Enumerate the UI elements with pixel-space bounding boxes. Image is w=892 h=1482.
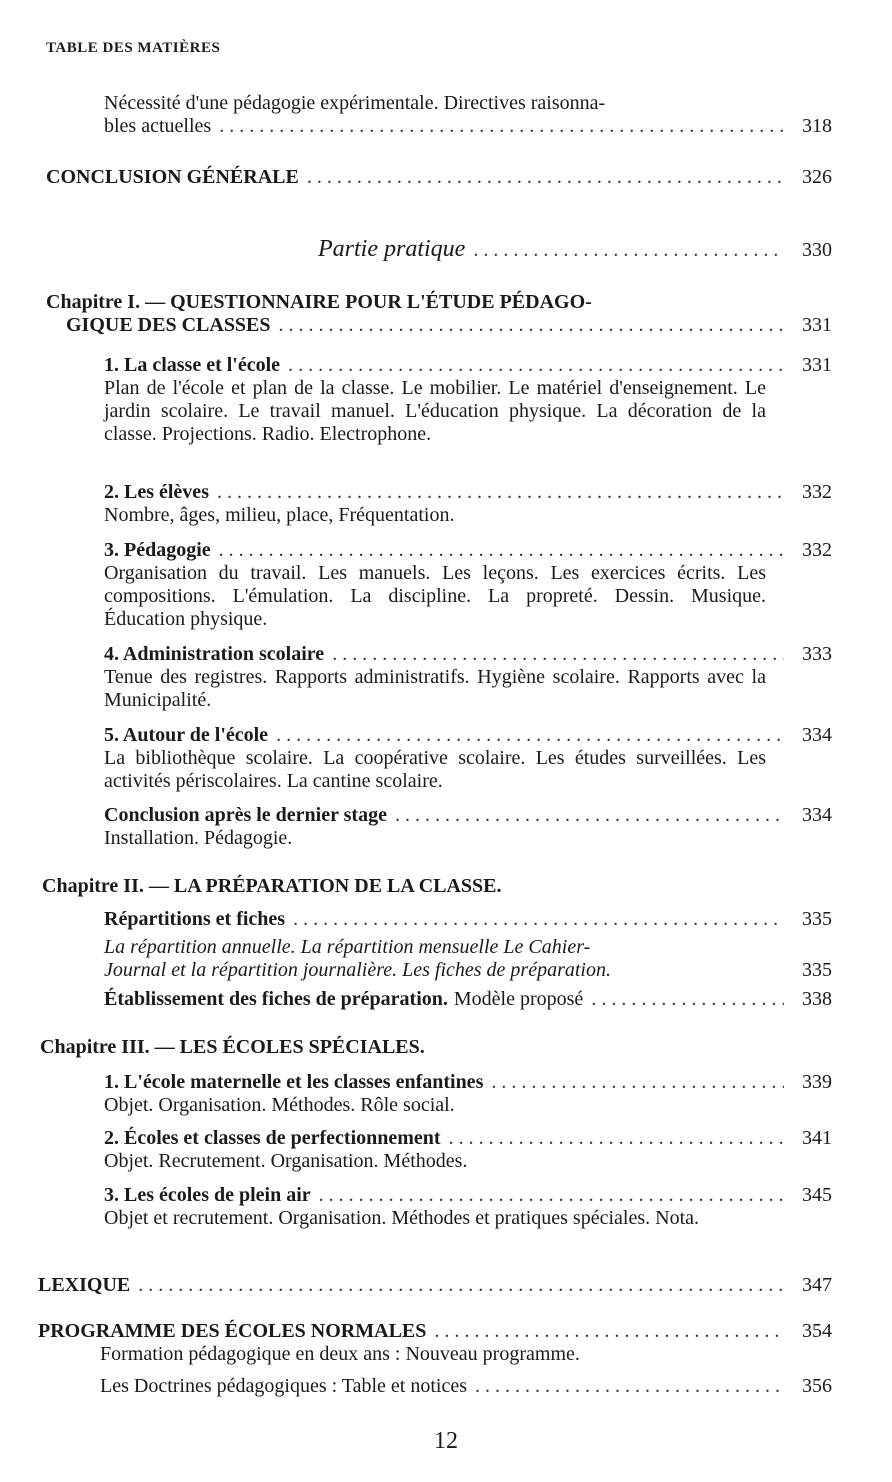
toc-entry-partie-pratique — [318, 238, 832, 262]
section-line1: La répartition annuelle. La répartition mensuelle Le Cahier- — [104, 936, 591, 958]
page-ref: 334 — [802, 724, 832, 746]
section-description: Formation pédagogique en deux ans : Nouveau programme. — [100, 1343, 580, 1365]
page-ref: 345 — [802, 1184, 832, 1206]
leader-dots — [217, 481, 784, 504]
toc-section-repartition-annuelle — [104, 936, 832, 982]
running-head: TABLE DES MATIÈRES — [46, 40, 221, 56]
toc-entry-chapitre-3: Chapitre III. — LES ÉCOLES SPÉCIALES. — [40, 1036, 425, 1058]
page-ref: 356 — [802, 1375, 832, 1397]
toc-section-repartitions — [104, 908, 832, 931]
leader-dots — [473, 239, 784, 262]
leader-dots — [288, 354, 784, 377]
leader-dots — [276, 724, 784, 747]
page-ref: 333 — [802, 643, 832, 665]
entry-title: PROGRAMME DES ÉCOLES NORMALES — [38, 1320, 427, 1342]
entry-title: LEXIQUE — [38, 1274, 131, 1296]
page-ref: 354 — [802, 1320, 832, 1342]
leader-dots — [319, 1184, 784, 1207]
leader-dots — [219, 539, 784, 562]
toc-section-perfectionnement — [104, 1127, 832, 1173]
entry-title: Les Doctrines pédagogiques : Table et notices — [100, 1375, 468, 1397]
section-title: Répartitions et fiches — [104, 908, 286, 930]
toc-entry-programme — [38, 1320, 832, 1366]
section-title: 3. Pédagogie — [104, 539, 211, 561]
page-ref: 335 — [802, 908, 832, 930]
page-ref: 339 — [802, 1071, 832, 1093]
toc-section-pedagogie — [104, 539, 832, 631]
toc-entry-doctrines — [100, 1375, 832, 1398]
section-title: Établissement des fiches de préparation. — [104, 988, 448, 1010]
page-ref: 330 — [802, 239, 832, 261]
toc-entry-lexique — [38, 1274, 832, 1297]
section-description: Installation. Pédagogie. — [104, 827, 293, 849]
leader-dots — [307, 166, 784, 189]
chapter-title-line1: Chapitre I. — QUESTIONNAIRE POUR L'ÉTUDE PÉDAGO- — [46, 291, 592, 313]
section-description: Objet. Organisation. Méthodes. Rôle social. — [104, 1094, 455, 1116]
toc-section-eleves — [104, 481, 832, 527]
leader-dots — [279, 314, 784, 337]
section-suffix: Modèle proposé — [453, 988, 584, 1010]
toc-section-administration — [104, 643, 832, 712]
section-description: Objet. Recrutement. Organisation. Méthodes. — [104, 1150, 468, 1172]
entry-text-line2: bles actuelles — [104, 115, 212, 137]
toc-section-autour-ecole — [104, 724, 832, 793]
section-description: Objet et recrutement. Organisation. Méthodes et pratiques spéciales. Nota. — [104, 1207, 699, 1229]
section-description: La bibliothèque scolaire. La coopérative scolaire. Les études surveillées. Les activités périscolaires. La cantine scolaire. — [104, 747, 766, 792]
page-ref: 318 — [802, 115, 832, 137]
chapter-title-line2: GIQUE DES CLASSES — [66, 314, 271, 336]
section-title: 1. La classe et l'école — [104, 354, 281, 376]
page-ref: 331 — [802, 354, 832, 376]
page-ref: 332 — [802, 481, 832, 503]
entry-title: Partie pratique — [318, 236, 466, 262]
page-ref: 334 — [802, 804, 832, 826]
page-ref: 335 — [802, 959, 832, 981]
entry-title: CONCLUSION GÉNÉRALE — [46, 166, 299, 188]
leader-dots — [395, 804, 784, 827]
page-ref: 341 — [802, 1127, 832, 1149]
leader-dots — [491, 1071, 784, 1094]
toc-section-classe-ecole — [104, 354, 832, 446]
page-ref: 347 — [802, 1274, 832, 1296]
page-ref: 332 — [802, 539, 832, 561]
leader-dots — [449, 1127, 784, 1150]
toc-section-conclusion-stage — [104, 804, 832, 850]
section-title: 3. Les écoles de plein air — [104, 1184, 311, 1206]
page-ref: 338 — [802, 988, 832, 1010]
section-description: Plan de l'école et plan de la classe. Le mobilier. Le matériel d'enseignement. Le jardin scolaire. Le travail manuel. L'éducation physique. La décoration de la classe. Projections. Radio. Electrophone. — [104, 377, 766, 445]
toc-entry-chapitre-1 — [46, 291, 832, 337]
section-line2: Journal et la répartition journalière. Les fiches de préparation. — [104, 959, 611, 981]
page-ref: 326 — [802, 166, 832, 188]
section-title: 2. Les élèves — [104, 481, 209, 503]
page-ref: 331 — [802, 314, 832, 336]
section-description: Tenue des registres. Rapports administratifs. Hygiène scolaire. Rapports avec la Municipalité. — [104, 666, 766, 711]
leader-dots — [434, 1320, 784, 1343]
leader-dots — [138, 1274, 784, 1297]
toc-entry-necessite — [104, 92, 832, 138]
section-description: Organisation du travail. Les manuels. Les leçons. Les exercices écrits. Les compositions. L'émulation. La discipline. La propreté. Dessin. Musique. Éducation physique. — [104, 562, 766, 630]
section-title: Conclusion après le dernier stage — [104, 804, 387, 826]
section-description: Nombre, âges, milieu, place, Fréquentation. — [104, 504, 455, 526]
entry-text-line1: Nécessité d'une pédagogie expérimentale. Directives raisonna- — [104, 92, 606, 114]
toc-section-plein-air — [104, 1184, 832, 1230]
leader-dots — [332, 643, 784, 666]
page-number: 12 — [434, 1428, 458, 1454]
section-title: 5. Autour de l'école — [104, 724, 269, 746]
section-title: 4. Administration scolaire — [104, 643, 325, 665]
leader-dots — [475, 1375, 784, 1398]
leader-dots — [293, 908, 784, 931]
toc-section-etablissement-fiches — [104, 988, 832, 1011]
toc-section-ecole-maternelle — [104, 1071, 832, 1117]
leader-dots — [219, 115, 784, 138]
leader-dots — [591, 988, 784, 1011]
section-title: 2. Écoles et classes de perfectionnement — [104, 1127, 441, 1149]
toc-entry-conclusion-generale — [46, 166, 832, 189]
toc-entry-chapitre-2: Chapitre II. — LA PRÉPARATION DE LA CLASSE. — [42, 875, 502, 897]
section-title: 1. L'école maternelle et les classes enfantines — [104, 1071, 484, 1093]
